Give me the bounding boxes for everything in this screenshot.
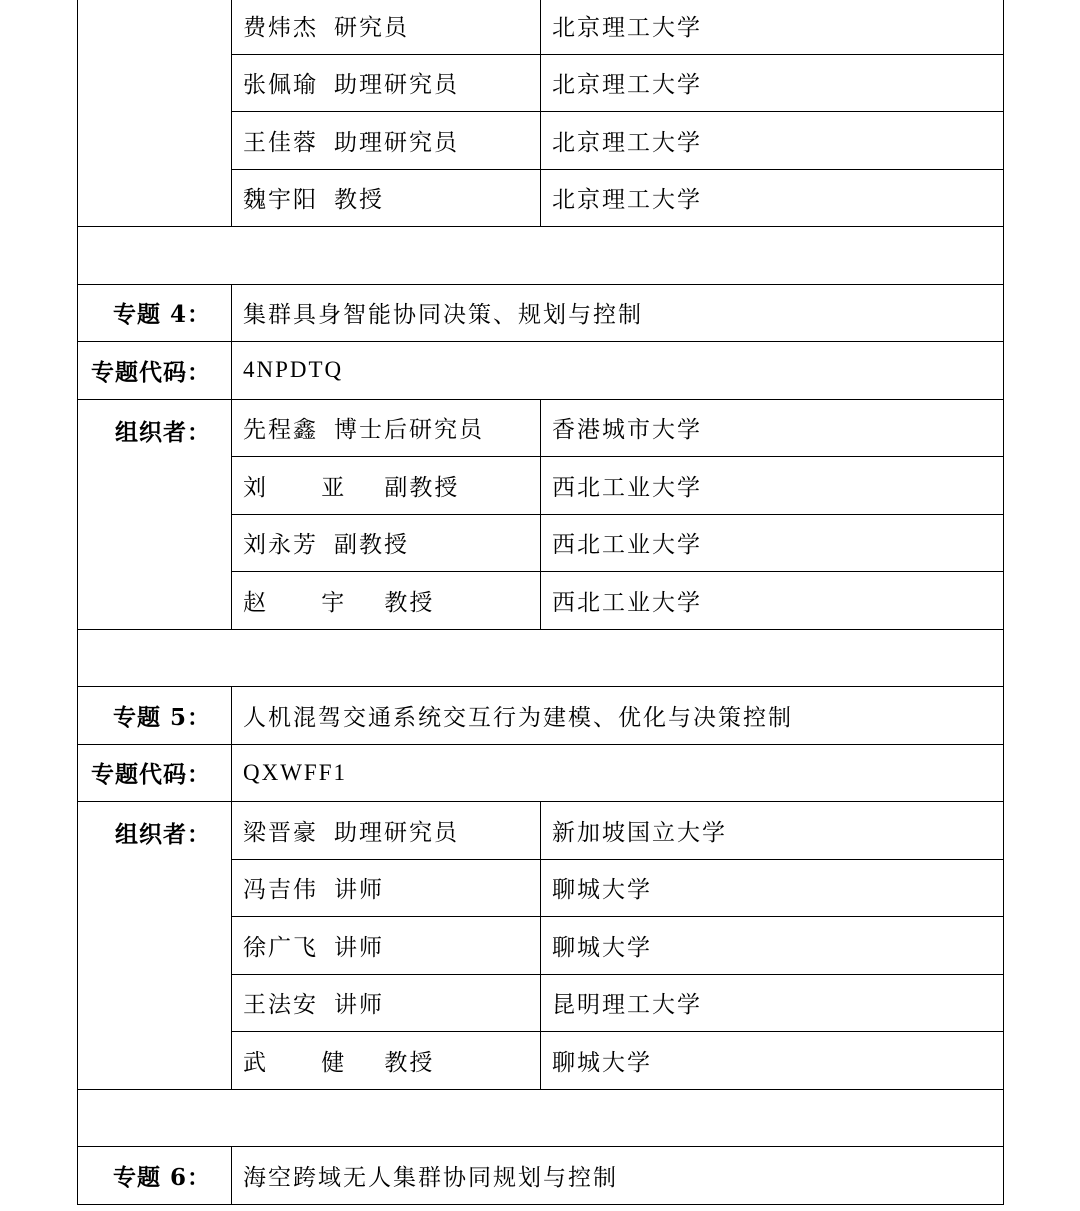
organizer-rank: 助理研究员 bbox=[334, 72, 459, 99]
topic-label: 专题 6： bbox=[78, 1147, 232, 1205]
topic-title: 集群具身智能协同决策、规划与控制 bbox=[232, 284, 1004, 342]
organizer-label: 组织者： bbox=[78, 399, 232, 629]
organizer-rank: 助理研究员 bbox=[334, 129, 459, 156]
topic-code: QXWFF1 bbox=[232, 744, 1004, 802]
organizer-name-cell bbox=[232, 0, 541, 54]
organizer-org: 北京理工大学 bbox=[541, 54, 1004, 112]
topic-title: 海空跨域无人集群协同规划与控制 bbox=[232, 1147, 1004, 1205]
organizer-name: 徐广飞 bbox=[243, 934, 318, 961]
topic-label: 专题 5： bbox=[78, 687, 232, 745]
organizer-name-cell bbox=[232, 399, 541, 457]
table-row bbox=[78, 284, 1004, 342]
organizer-name: 先程鑫 bbox=[243, 417, 318, 444]
organizer-rank: 讲师 bbox=[334, 992, 384, 1019]
organizer-rank: 教授 bbox=[384, 1049, 435, 1076]
topic-title: 人机混驾交通系统交互行为建模、优化与决策控制 bbox=[232, 687, 1004, 745]
table-row bbox=[78, 342, 1004, 400]
table-row bbox=[78, 744, 1004, 802]
organizer-rank: 副教授 bbox=[334, 532, 409, 559]
organizer-org: 聊城大学 bbox=[541, 917, 1004, 975]
table-row bbox=[78, 802, 1004, 860]
organizer-name: 梁晋豪 bbox=[243, 819, 318, 846]
organizer-name-cell bbox=[232, 54, 541, 112]
organizer-name: 王佳蓉 bbox=[243, 129, 318, 156]
organizer-name-cell bbox=[232, 169, 541, 227]
organizer-org: 北京理工大学 bbox=[541, 112, 1004, 170]
organizer-rank: 教授 bbox=[334, 187, 384, 214]
organizer-name-cell bbox=[232, 1032, 541, 1090]
organizer-name: 张佩瑜 bbox=[243, 72, 318, 99]
spacer-cell bbox=[78, 227, 1004, 285]
organizer-name: 武 健 bbox=[243, 1049, 369, 1076]
organizer-name-cell bbox=[232, 457, 541, 515]
label-cell-empty bbox=[78, 0, 232, 227]
table-row bbox=[78, 687, 1004, 745]
organizer-org: 聊城大学 bbox=[541, 859, 1004, 917]
organizer-org: 昆明理工大学 bbox=[541, 974, 1004, 1032]
topic-label: 专题 4： bbox=[78, 284, 232, 342]
organizer-name-cell bbox=[232, 802, 541, 860]
organizer-name: 费炜杰 bbox=[243, 14, 318, 41]
topic-code: 4NPDTQ bbox=[232, 342, 1004, 400]
topic-code-label: 专题代码： bbox=[78, 342, 232, 400]
organizer-name-cell bbox=[232, 859, 541, 917]
organizer-org: 北京理工大学 bbox=[541, 169, 1004, 227]
organizer-name: 魏宇阳 bbox=[243, 187, 318, 214]
organizer-rank: 讲师 bbox=[334, 877, 384, 904]
table-row bbox=[78, 1147, 1004, 1205]
spacer-row bbox=[78, 1089, 1004, 1147]
organizer-rank: 助理研究员 bbox=[334, 819, 459, 846]
organizer-rank: 博士后研究员 bbox=[334, 417, 484, 444]
topic-code-label: 专题代码： bbox=[78, 744, 232, 802]
organizer-name-cell bbox=[232, 112, 541, 170]
organizer-name: 赵 宇 bbox=[243, 589, 369, 616]
organizer-org: 北京理工大学 bbox=[541, 0, 1004, 54]
spacer-row bbox=[78, 227, 1004, 285]
organizer-org: 聊城大学 bbox=[541, 1032, 1004, 1090]
organizer-name-cell bbox=[232, 974, 541, 1032]
organizer-name: 王法安 bbox=[243, 992, 318, 1019]
organizer-name-cell bbox=[232, 514, 541, 572]
organizer-org: 香港城市大学 bbox=[541, 399, 1004, 457]
organizer-name-cell bbox=[232, 572, 541, 630]
organizer-name-cell bbox=[232, 917, 541, 975]
organizer-name: 刘 亚 bbox=[243, 474, 369, 501]
organizer-rank: 研究员 bbox=[334, 14, 409, 41]
organizer-org: 新加坡国立大学 bbox=[541, 802, 1004, 860]
spacer-row bbox=[78, 629, 1004, 687]
table-row bbox=[78, 399, 1004, 457]
spacer-cell bbox=[78, 629, 1004, 687]
organizer-rank: 副教授 bbox=[384, 474, 460, 501]
organizer-org: 西北工业大学 bbox=[541, 457, 1004, 515]
organizer-label: 组织者： bbox=[78, 802, 232, 1090]
table-row bbox=[78, 0, 1004, 54]
spacer-cell bbox=[78, 1089, 1004, 1147]
organizer-name: 刘永芳 bbox=[243, 532, 318, 559]
organizer-rank: 讲师 bbox=[334, 934, 384, 961]
organizer-org: 西北工业大学 bbox=[541, 572, 1004, 630]
organizer-org: 西北工业大学 bbox=[541, 514, 1004, 572]
organizer-table bbox=[77, 0, 1004, 1205]
organizer-rank: 教授 bbox=[384, 589, 435, 616]
organizer-name: 冯吉伟 bbox=[243, 877, 318, 904]
